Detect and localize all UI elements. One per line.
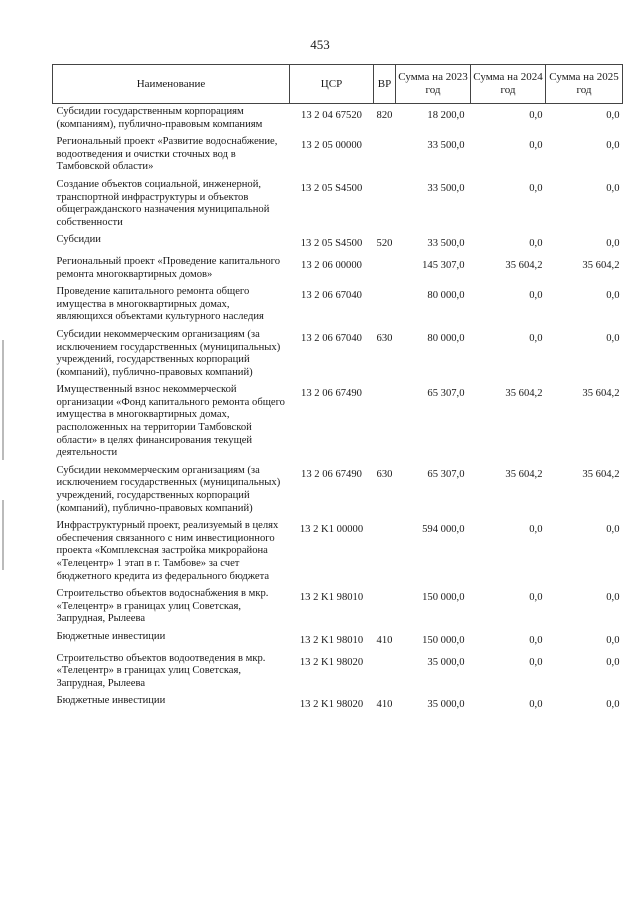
row-sum-2024: 0,0: [529, 140, 543, 152]
row-name: Бюджетные инвестиции: [56, 630, 166, 642]
row-sum-2025: 0,0: [606, 238, 620, 250]
row-vr: 630: [376, 332, 393, 344]
row-vr: [374, 284, 396, 327]
row-sum-2025: 35 604,2: [582, 259, 620, 271]
row-sum-2023: 150 000,0: [422, 634, 465, 646]
table-row: [53, 134, 623, 177]
row-sum-2024: 0,0: [529, 290, 543, 302]
row-csr: 13 2 06 00000: [301, 259, 362, 271]
table-row: [53, 254, 623, 284]
header-vr: ВР: [374, 65, 396, 104]
row-sum-2025: 0,0: [606, 592, 620, 604]
row-vr: 410: [376, 634, 393, 646]
row-name: Субсидии некоммерческим организациям (за исключением государственных (муниципальных) учреждений, государственных корпораций (компаний), публично-правовых компаний): [56, 328, 281, 378]
row-sum-2024: 0,0: [529, 182, 543, 194]
row-sum-2023: 18 200,0: [427, 110, 465, 121]
row-sum-2025: 0,0: [606, 290, 620, 302]
row-sum-2023: 150 000,0: [422, 592, 465, 604]
row-sum-2025: 0,0: [606, 332, 620, 344]
row-csr: 13 2 K1 98020: [299, 699, 364, 711]
table-row: [53, 629, 623, 651]
row-sum-2024: 35 604,2: [505, 388, 543, 400]
header-name: Наименование: [53, 65, 290, 104]
row-sum-2024: 0,0: [529, 634, 543, 646]
row-sum-2024: 0,0: [529, 238, 543, 250]
row-csr: 13 2 K1 98010: [299, 592, 364, 604]
row-sum-2023: 33 500,0: [427, 238, 465, 250]
row-sum-2025: 0,0: [606, 182, 620, 194]
row-name: Создание объектов социальной, инженерной, транспортной инфраструктуры и объектов общегражданского назначения муниципальной собственности: [56, 178, 270, 228]
row-vr: [374, 518, 396, 586]
table-row: [53, 382, 623, 463]
row-name: Строительство объектов водоотведения в мкр. «Телецентр» в границах улиц Советская, Запрудная, Рылеева: [56, 652, 266, 689]
row-sum-2024: 35 604,2: [505, 259, 543, 271]
row-name: Строительство объектов водоснабжения в мкр. «Телецентр» в границах улиц Советская, Запрудная, Рылеева: [56, 588, 269, 625]
row-sum-2024: 0,0: [529, 592, 543, 604]
table-row: [53, 518, 623, 586]
table-row: [53, 177, 623, 232]
page-number: 453: [310, 37, 330, 52]
row-csr: 13 2 K1 98010: [299, 634, 364, 646]
row-vr: 820: [376, 110, 393, 121]
row-csr: 13 2 K1 98020: [299, 656, 364, 668]
row-sum-2024: 0,0: [529, 332, 543, 344]
budget-table: [52, 64, 623, 715]
row-vr: 410: [376, 699, 393, 711]
row-sum-2025: 0,0: [606, 634, 620, 646]
row-vr: 520: [376, 238, 393, 250]
table-row: [53, 463, 623, 518]
table-row: [53, 651, 623, 694]
row-csr: 13 2 06 67040: [301, 332, 362, 344]
row-sum-2025: 35 604,2: [582, 388, 620, 400]
row-csr: 13 2 05 00000: [301, 140, 362, 152]
row-vr: 630: [376, 468, 393, 480]
row-vr: [374, 382, 396, 463]
row-sum-2025: 35 604,2: [582, 468, 620, 480]
row-sum-2023: 65 307,0: [427, 468, 465, 480]
row-csr: 13 2 06 67490: [301, 388, 362, 400]
row-name: Инфраструктурный проект, реализуемый в целях обеспечения связанного с ним инвестиционного проекта «Комплексная застройка микрорайона «Телецентр» 1 этап в г. Тамбове» за счет бюджетного кредита из федерального бюджета: [56, 520, 279, 582]
row-sum-2023: 35 000,0: [427, 656, 465, 668]
row-name: Проведение капитального ремонта общего имущества в многоквартирных домах, являющихся объектами культурного наследия: [56, 286, 264, 323]
row-csr: 13 2 K1 00000: [299, 524, 364, 536]
row-csr: 13 2 06 67040: [301, 290, 362, 302]
row-vr: [374, 254, 396, 284]
row-vr: [374, 651, 396, 694]
row-sum-2025: 0,0: [606, 656, 620, 668]
row-csr: 13 2 04 67520: [301, 110, 362, 121]
row-sum-2025: 0,0: [606, 699, 620, 711]
row-sum-2023: 80 000,0: [427, 290, 465, 302]
row-vr: [374, 177, 396, 232]
row-csr: 13 2 05 S4500: [300, 238, 363, 250]
table-row: [53, 693, 623, 715]
row-vr: [374, 134, 396, 177]
table-row: [53, 104, 623, 135]
scan-margin-mark: [2, 500, 4, 570]
table-header-row: [53, 65, 623, 104]
table-row: [53, 232, 623, 254]
row-sum-2023: 65 307,0: [427, 388, 465, 400]
row-name: Имущественный взнос некоммерческой организации «Фонд капитального ремонта общего имущества в многоквартирных домах, расположенных на территории Тамбовской области» в целях финансирования текущей деятельности: [56, 384, 285, 459]
row-sum-2023: 35 000,0: [427, 699, 465, 711]
row-sum-2025: 0,0: [606, 140, 620, 152]
row-sum-2024: 0,0: [529, 699, 543, 711]
row-name: Субсидии: [56, 234, 101, 246]
header-sum-2025: Сумма на 2025 год: [546, 65, 623, 104]
row-sum-2024: 0,0: [529, 524, 543, 536]
row-name: Субсидии некоммерческим организациям (за исключением государственных (муниципальных) учреждений, государственных корпораций (компаний), публично-правовых компаний): [56, 464, 281, 514]
row-csr: 13 2 05 S4500: [300, 182, 363, 194]
row-name: Региональный проект «Проведение капитального ремонта многоквартирных домов»: [56, 255, 281, 280]
row-sum-2024: 0,0: [529, 656, 543, 668]
header-csr: ЦСР: [290, 65, 374, 104]
row-sum-2025: 0,0: [606, 524, 620, 536]
row-sum-2024: 35 604,2: [505, 468, 543, 480]
header-sum-2024: Сумма на 2024 год: [471, 65, 546, 104]
row-sum-2024: 0,0: [529, 110, 543, 121]
row-vr: [374, 586, 396, 629]
row-sum-2025: 0,0: [606, 110, 620, 121]
row-sum-2023: 33 500,0: [427, 140, 465, 152]
scan-margin-mark: [2, 340, 4, 460]
row-name: Бюджетные инвестиции: [56, 695, 166, 707]
table-row: [53, 586, 623, 629]
row-sum-2023: 145 307,0: [422, 259, 465, 271]
table-row: [53, 327, 623, 382]
row-sum-2023: 33 500,0: [427, 182, 465, 194]
header-sum-2023: Сумма на 2023 год: [396, 65, 471, 104]
row-name: Региональный проект «Развитие водоснабжение, водоотведения и очистки сточных вод в Тамбовской области»: [56, 136, 278, 173]
row-sum-2023: 80 000,0: [427, 332, 465, 344]
row-csr: 13 2 06 67490: [301, 468, 362, 480]
table-row: [53, 284, 623, 327]
row-sum-2023: 594 000,0: [422, 524, 465, 536]
row-name: Субсидии государственным корпорациям (компаниям), публично-правовым компаниям: [56, 106, 263, 130]
